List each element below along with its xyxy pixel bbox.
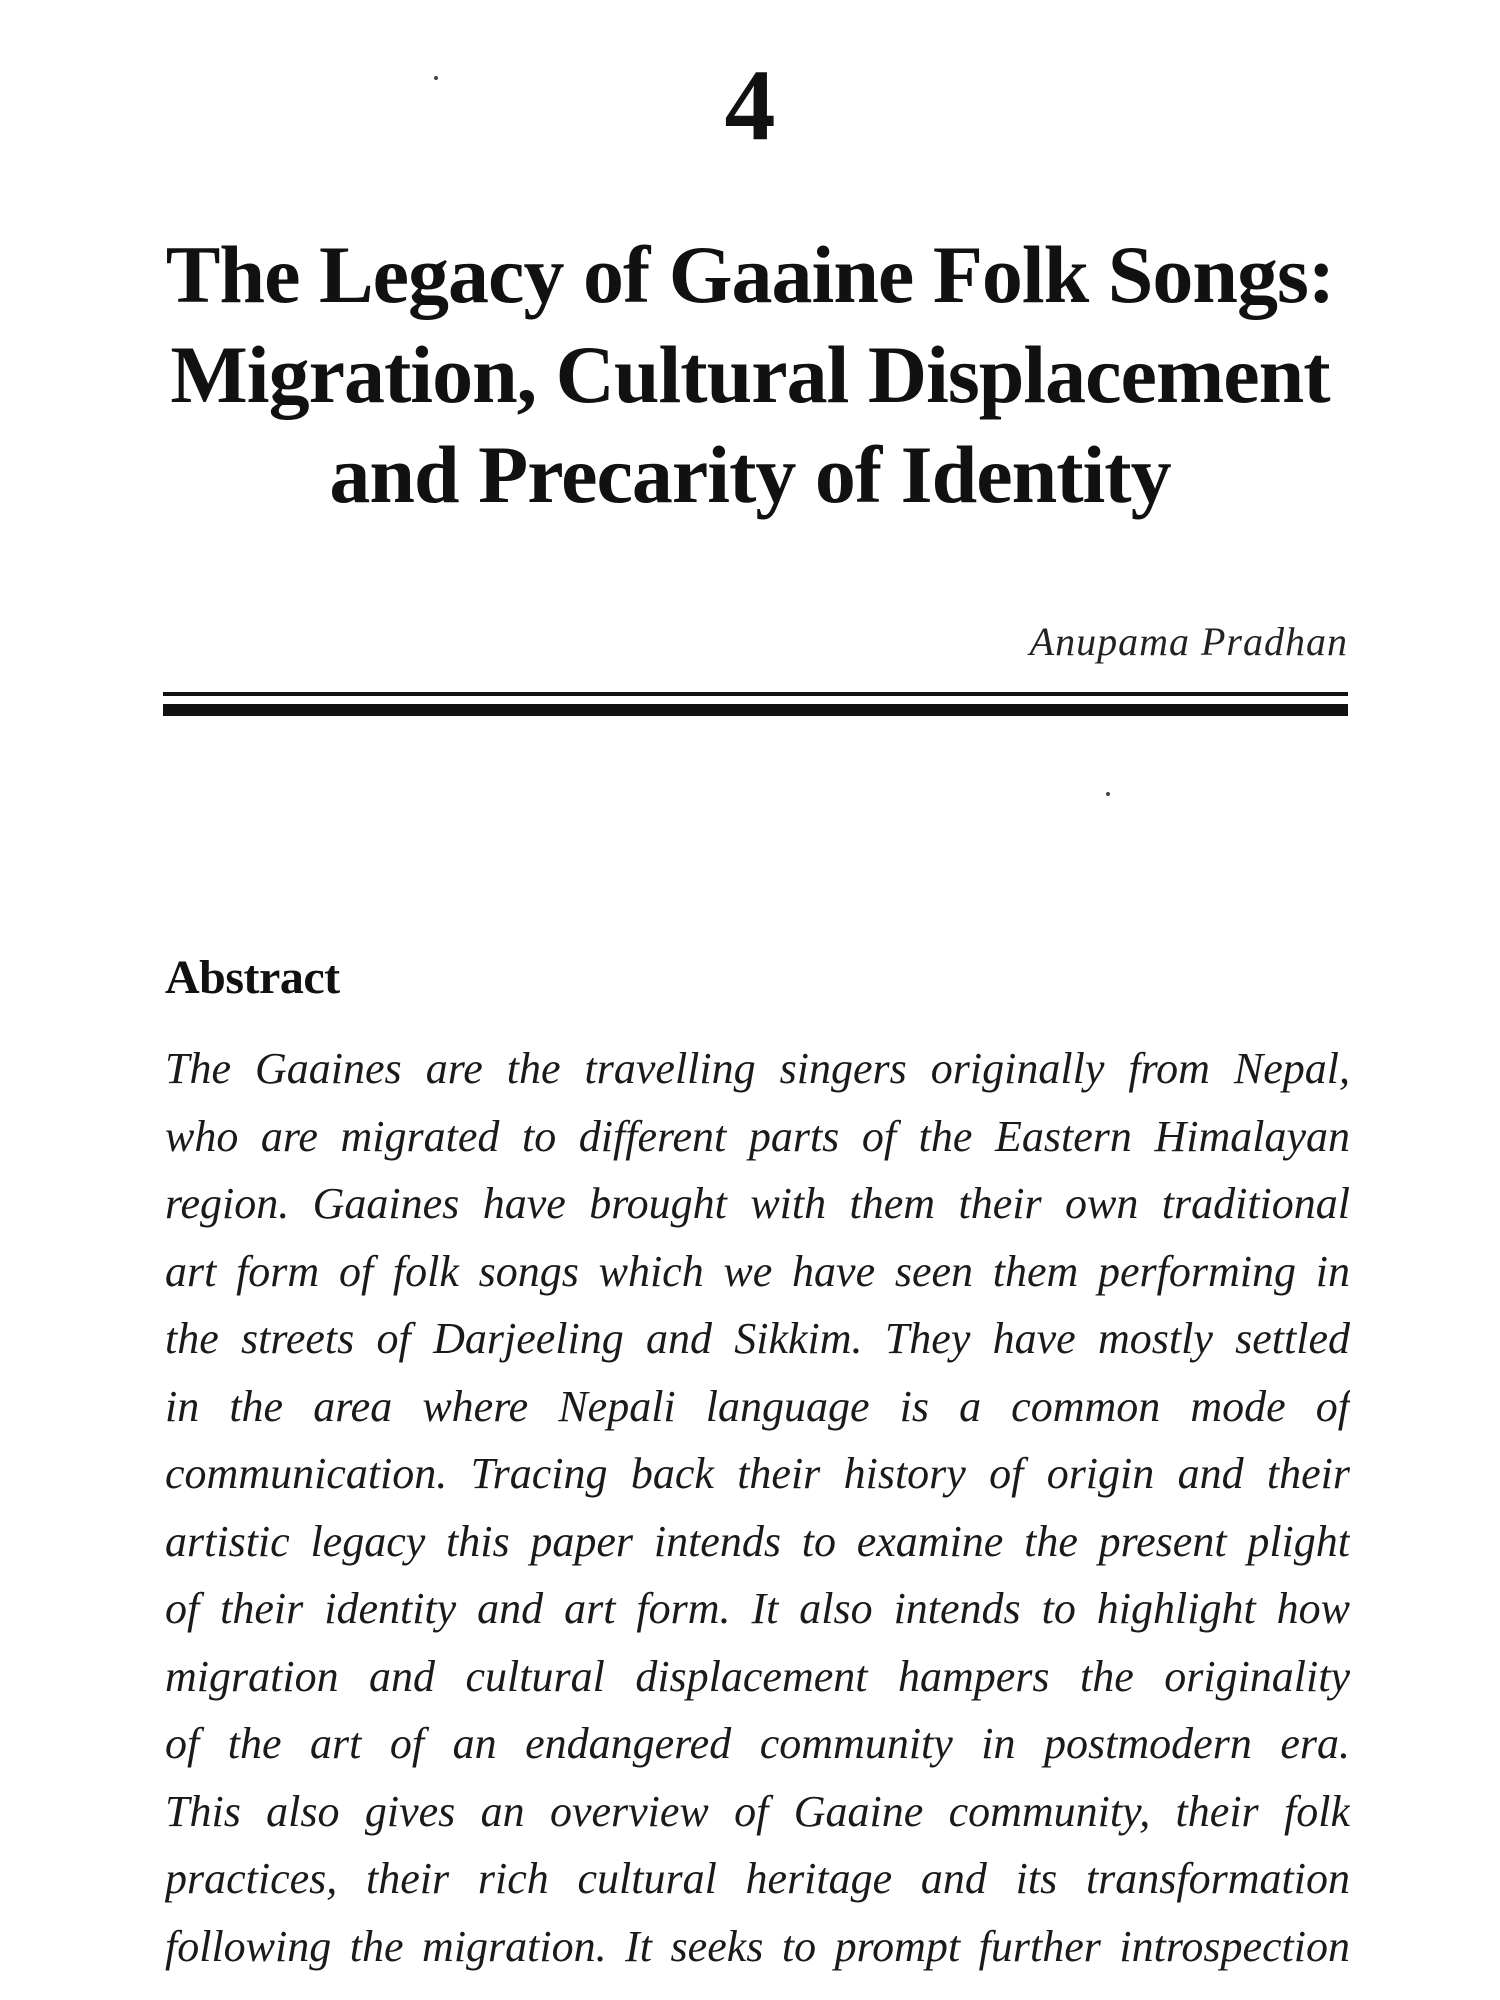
abstract-line: following the migration. It seeks to prompt further introspection — [165, 1921, 1350, 1971]
abstract-line: This also gives an overview of Gaaine community, their folk — [165, 1786, 1350, 1836]
author-name: Anupama Pradhan — [1029, 619, 1348, 664]
abstract-line: who are migrated to different parts of the Eastern Himalayan — [165, 1111, 1350, 1161]
abstract-line: communication. Tracing back their history of origin and their — [165, 1449, 1350, 1498]
abstract-line: artistic legacy this paper intends to examine the present plight — [165, 1516, 1350, 1566]
abstract-line: in the area where Nepali language is a common mode of — [165, 1381, 1350, 1431]
abstract-body — [165, 1035, 1350, 1980]
scan-speck — [1106, 792, 1110, 796]
title-divider-thin — [163, 692, 1348, 696]
abstract-line: art form of folk songs which we have seen them performing in — [165, 1246, 1350, 1296]
title-divider-thick — [163, 704, 1348, 716]
chapter-title — [140, 225, 1360, 525]
abstract-line: practices, their rich cultural heritage and its transformation — [165, 1854, 1350, 1903]
abstract-line: of the art of an endangered community in postmodern era. — [165, 1719, 1350, 1768]
abstract-heading: Abstract — [165, 951, 340, 1004]
chapter-title-line: Migration, Cultural Displacement — [170, 329, 1330, 420]
abstract-line: region. Gaaines have brought with them their own traditional — [165, 1179, 1350, 1228]
chapter-number: 4 — [724, 49, 776, 162]
chapter-title-line: The Legacy of Gaaine Folk Songs: — [165, 229, 1335, 320]
chapter-title-line: and Precarity of Identity — [329, 429, 1171, 520]
abstract-line: migration and cultural displacement hampers the originality — [165, 1651, 1350, 1701]
abstract-line: of their identity and art form. It also intends to highlight how — [165, 1584, 1350, 1633]
abstract-line: the streets of Darjeeling and Sikkim. They have mostly settled — [165, 1314, 1350, 1363]
abstract-line: The Gaaines are the travelling singers originally from Nepal, — [165, 1044, 1350, 1093]
